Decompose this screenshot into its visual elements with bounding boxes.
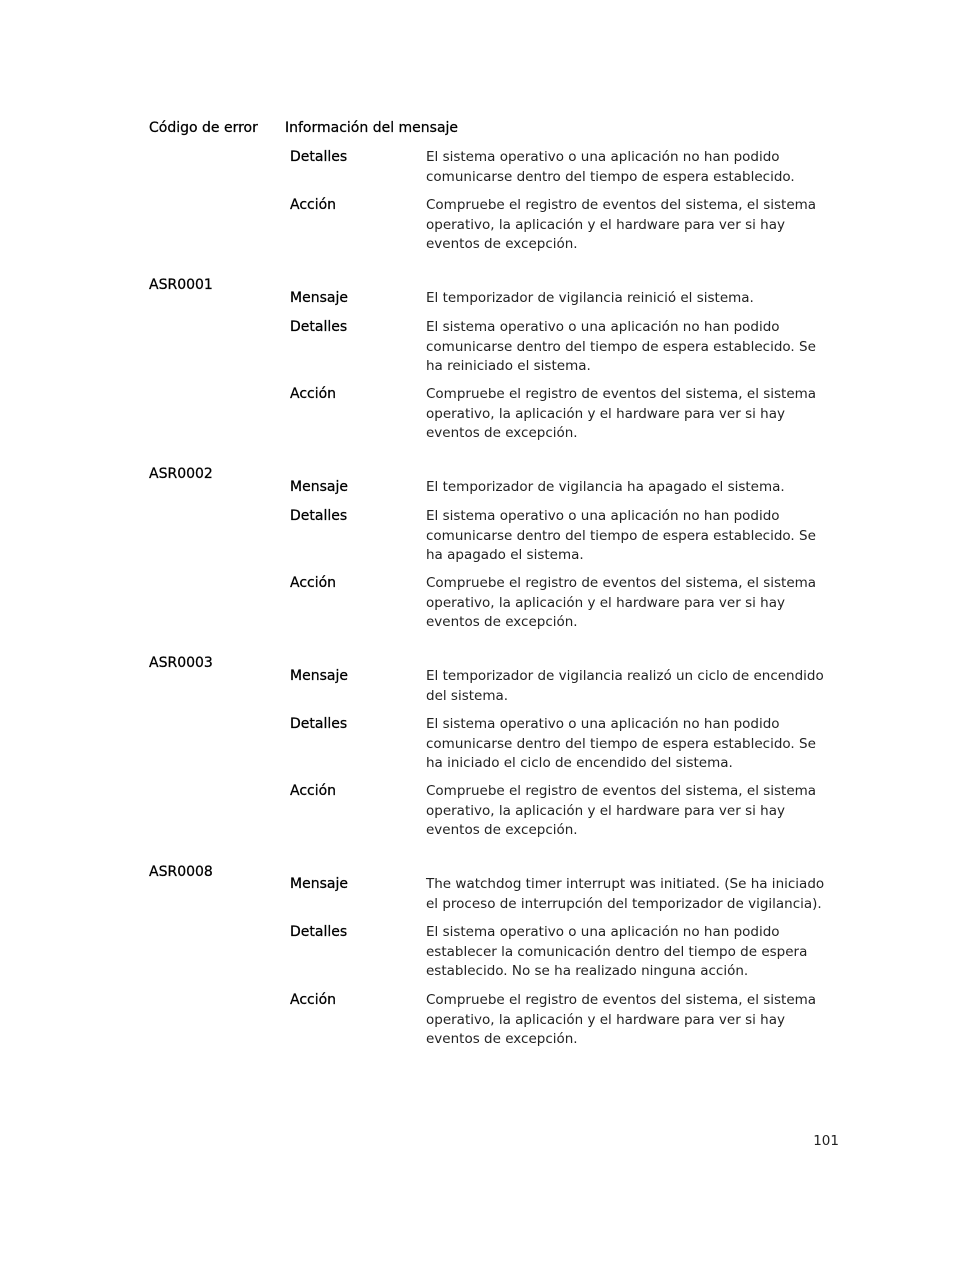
details-text: El sistema operativo o una aplicación no han podido comunicarse dentro del tiempo de espera establecido. Se ha iniciado el ciclo de encendido del sistema. (426, 716, 816, 771)
error-code: ASR0008 (149, 864, 213, 880)
action-label: Acción (290, 575, 337, 591)
details-text: El sistema operativo o una aplicación no han podido comunicarse dentro del tiempo de espera establecido. (426, 149, 795, 185)
page-number: 101 (813, 1133, 839, 1149)
message-text: El temporizador de vigilancia realizó un ciclo de encendido del sistema. (426, 668, 824, 704)
message-text: The watchdog timer interrupt was initiated. (Se ha iniciado el proceso de interrupción del temporizador de vigilancia). (426, 876, 825, 912)
action-label: Acción (290, 197, 337, 213)
details-label: Detalles (290, 716, 348, 732)
action-text: Compruebe el registro de eventos del sistema, el sistema operativo, la aplicación y el hardware para ver si hay eventos de excepción. (426, 992, 817, 1047)
message-text: El temporizador de vigilancia reinició el sistema. (426, 290, 754, 306)
error-code: ASR0003 (149, 655, 213, 671)
action-text: Compruebe el registro de eventos del sistema, el sistema operativo, la aplicación y el hardware para ver si hay eventos de excepción. (426, 386, 817, 441)
action-text: Compruebe el registro de eventos del sistema, el sistema operativo, la aplicación y el hardware para ver si hay eventos de excepción. (426, 197, 817, 252)
column-header-message-info: Información del mensaje (285, 120, 459, 136)
details-text: El sistema operativo o una aplicación no han podido comunicarse dentro del tiempo de espera establecido. Se ha reiniciado el sistema. (426, 319, 816, 374)
details-label: Detalles (290, 924, 348, 940)
message-text: El temporizador de vigilancia ha apagado el sistema. (426, 479, 785, 495)
action-label: Acción (290, 992, 337, 1008)
action-text: Compruebe el registro de eventos del sistema, el sistema operativo, la aplicación y el hardware para ver si hay eventos de excepción. (426, 575, 817, 630)
message-label: Mensaje (290, 290, 348, 306)
details-text: El sistema operativo o una aplicación no han podido establecer la comunicación dentro del tiempo de espera establecido. No se ha realizado ninguna acción. (426, 924, 808, 979)
action-label: Acción (290, 783, 337, 799)
details-label: Detalles (290, 319, 348, 335)
details-label: Detalles (290, 508, 348, 524)
error-code: ASR0001 (149, 277, 213, 293)
details-label: Detalles (290, 149, 348, 165)
message-label: Mensaje (290, 876, 348, 892)
details-text: El sistema operativo o una aplicación no han podido comunicarse dentro del tiempo de espera establecido. Se ha apagado el sistema. (426, 508, 816, 563)
action-label: Acción (290, 386, 337, 402)
action-text: Compruebe el registro de eventos del sistema, el sistema operativo, la aplicación y el hardware para ver si hay eventos de excepción. (426, 783, 817, 838)
column-header-error-code: Código de error (149, 120, 258, 136)
error-code: ASR0002 (149, 466, 213, 482)
message-label: Mensaje (290, 479, 348, 495)
message-label: Mensaje (290, 668, 348, 684)
